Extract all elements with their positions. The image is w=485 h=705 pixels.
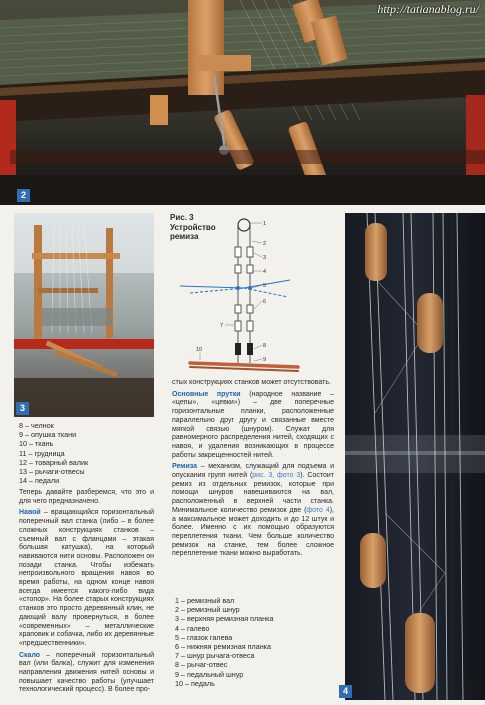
remiza-text: ), а максимальное может доходить и до 12 штук и более. Именно с их помощью образуются переплетения ткани. Чем больше количество ремизок на станке, тем более сложное переплетение ткани можно выработать. bbox=[172, 506, 334, 558]
figure-label: 10 bbox=[196, 347, 203, 353]
figure-label: 6 bbox=[263, 299, 267, 305]
figure-label: 4 bbox=[263, 269, 267, 275]
figure-title-line: Устройство bbox=[170, 222, 216, 232]
legend-item: 13 – рычаги-отвесы bbox=[19, 467, 85, 477]
skalo-text: – поперечный горизонтальный вал (или балка), служит для изменения направления движения нитей основы и повышает качество работы (улучшает технологический процесс). В более про- bbox=[19, 651, 154, 694]
legend-item: 1 – ремизный вал bbox=[175, 596, 235, 605]
legend-item: 5 – глазок галева bbox=[175, 632, 233, 642]
legend-item: 10 – ткань bbox=[19, 439, 54, 449]
legend-item: 12 – товарный валик bbox=[19, 457, 89, 467]
heddle-diagram bbox=[170, 213, 330, 373]
legend-item: 9 – опушка ткани bbox=[19, 430, 77, 440]
figure-label: 3 bbox=[263, 255, 267, 261]
term-prutki: Основные прутки bbox=[172, 390, 241, 398]
legend-item: 10 – педаль bbox=[175, 678, 215, 688]
loom-photo-top-image bbox=[0, 0, 485, 205]
legend-item: 8 – рычаг-отвес bbox=[175, 660, 228, 670]
figure-title-number: Рис. 3 bbox=[170, 213, 194, 222]
legend-bottom bbox=[175, 596, 335, 688]
legend-item: 3 – верхняя ремизная планка bbox=[175, 614, 274, 624]
figure-label: 2 bbox=[263, 241, 267, 247]
figure-heddle bbox=[170, 213, 330, 373]
photo-number-badge: 4 bbox=[339, 685, 352, 698]
photo-number-badge: 3 bbox=[16, 402, 29, 415]
continuation-paragraph: стых конструкциях станков может отсутствовать. bbox=[172, 379, 331, 386]
remiza-text: ). Состоит ремиз из отдельных ремизок, которые при помощи шнуров навешиваются на вал, расположенный в верхней части станка. Минимальное количество ремизок две ( bbox=[172, 472, 334, 514]
photo-reference: фото 4 bbox=[306, 506, 330, 514]
page-number: 61 bbox=[464, 676, 481, 695]
remiza-paragraph bbox=[172, 463, 334, 559]
left-text-column bbox=[19, 489, 154, 695]
loom-photo-side-image bbox=[14, 213, 154, 417]
photo-number-badge: 2 bbox=[17, 189, 30, 202]
loom-photo-side bbox=[14, 213, 154, 417]
term-skalo: Скало bbox=[19, 651, 41, 659]
legend-item: 2 – ремизный шнур bbox=[175, 605, 240, 615]
legend-item: 7 – шнур рычага-отвеса bbox=[175, 651, 255, 661]
figure-label: 8 bbox=[263, 343, 267, 349]
loom-photo-top bbox=[0, 0, 485, 205]
heddle-photo-right bbox=[342, 213, 485, 700]
figure-title-line: ремиза bbox=[170, 232, 199, 241]
term-naboy: Навой bbox=[19, 509, 41, 517]
heddle-photo-right-image bbox=[345, 213, 485, 700]
legend-item: 6 – нижняя ремизная планка bbox=[175, 642, 271, 652]
figure-reference: рис. 3, фото 3 bbox=[252, 472, 301, 480]
remiza-text: – механизм, служащий для подъема и опускания групп нитей ( bbox=[172, 463, 334, 480]
legend-item: 9 – педальный шнур bbox=[175, 669, 244, 679]
figure-label: 5 bbox=[263, 283, 267, 289]
skalo-paragraph bbox=[19, 652, 154, 696]
term-remiza: Ремиза bbox=[172, 463, 198, 471]
site-watermark: http://tatianablog.ru/ bbox=[377, 2, 479, 16]
legend-top bbox=[19, 421, 159, 485]
figure-label: 1 bbox=[263, 221, 267, 227]
legend-item: 4 – галево bbox=[175, 623, 210, 633]
intro-paragraph: Теперь давайте разберемся, что это и для чего предназначено. bbox=[19, 489, 154, 505]
naboy-paragraph bbox=[19, 509, 154, 648]
legend-item: 14 – педали bbox=[19, 476, 60, 486]
figure-label: 7 bbox=[220, 323, 224, 329]
prutki-text: (народное название – «цепы», «цевки») – две поперечные горизонтальные планки, расположенные параллельно друг другу и связанные вместе мягкой связью (шнуром). Служат для равномерного распределения нитей, сходящих с навоя, и удаления возникающих в процессе работы закрещенностей нитей. bbox=[172, 390, 334, 459]
prutki-paragraph bbox=[172, 391, 334, 461]
middle-text-column bbox=[172, 379, 334, 559]
legend-item: 8 – челнок bbox=[19, 421, 54, 430]
figure-label: 9 bbox=[263, 357, 267, 363]
legend-item: 11 – грудница bbox=[19, 448, 65, 458]
naboy-text: – вращающийся горизонтальный поперечный вал станка (либо – в более сложных конструкциях станков – съемный вал с фланцами – этакая большая катушка), на который навиваются нити основы. Расположен он позади станка. Чтобы избежать непроизвольного вращения навоя во время работы, на одном конце навоя всегда имеется какого-либо вида «стопор». На более старых конструкциях станков это просто деревянный клин, не дающий валу провернуться, в более «современных» – металлические храповик и собачка, либо их деревянные «предшественники». bbox=[19, 509, 154, 647]
